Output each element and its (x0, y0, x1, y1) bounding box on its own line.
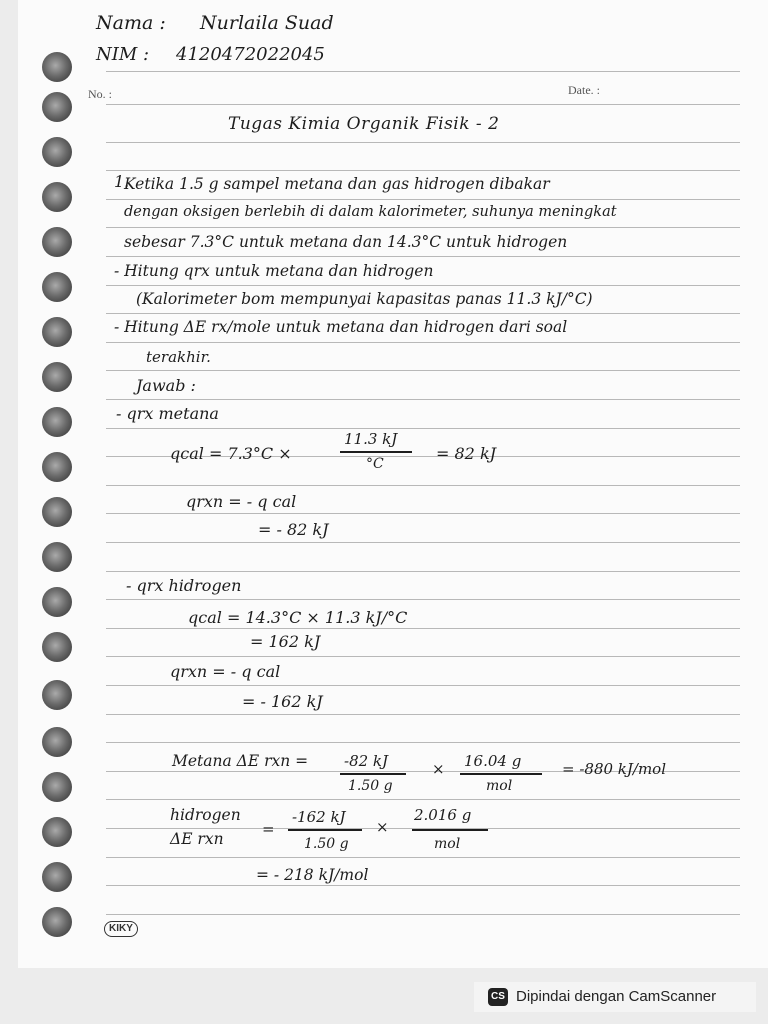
metana-qcal-numerator: 11.3 kJ (344, 430, 398, 448)
question-line: - Hitung ΔE rx/mole untuk metana dan hidrogen dari soal (114, 318, 568, 336)
ruled-line (106, 513, 740, 514)
fraction-bar (460, 773, 542, 775)
hidrogen-qcal-line1: qcal = 14.3°C × 11.3 kJ/°C (188, 608, 408, 627)
question-line: - Hitung qrx untuk metana dan hidrogen (114, 262, 434, 280)
question-line: dengan oksigen berlebih di dalam kalorimeter, suhunya meningkat (124, 204, 617, 220)
metana-qcal-lhs: qcal = 7.3°C × (170, 444, 292, 463)
ruled-line (106, 342, 740, 343)
camscanner-watermark (474, 982, 756, 1012)
ruled-line (106, 656, 740, 657)
ruled-line (106, 485, 740, 486)
nim-label: NIM : (96, 44, 150, 65)
spiral-ring (42, 817, 72, 847)
hidrogen-de-den1: 1.50 g (304, 836, 349, 852)
hidrogen-qrxn-line1: qrxn = - q cal (170, 662, 281, 681)
answer-heading: Jawab : (136, 376, 196, 395)
notebook-brand-logo: KIKY (104, 921, 138, 937)
metana-qrxn-line2: = - 82 kJ (258, 520, 329, 539)
ruled-line (106, 571, 740, 572)
fraction-bar (340, 773, 406, 775)
spiral-ring (42, 452, 72, 482)
name-value: Nurlaila Suad (200, 12, 334, 34)
hidrogen-de-label1: hidrogen (170, 806, 241, 824)
ruled-line (106, 742, 740, 743)
hidrogen-de-result: = - 218 kJ/mol (256, 866, 369, 884)
spiral-ring (42, 587, 72, 617)
hidrogen-de-label2: ΔE rxn (170, 830, 224, 848)
ruled-line (106, 599, 740, 600)
hidrogen-de-equals: = (262, 820, 275, 838)
ruled-line (106, 914, 740, 915)
spiral-ring (42, 862, 72, 892)
ruled-line (106, 399, 740, 400)
notebook-page (18, 0, 768, 968)
page-title: Tugas Kimia Organik Fisik - 2 (228, 114, 500, 134)
hidrogen-de-times: × (376, 818, 389, 836)
spiral-ring (42, 632, 72, 662)
camscanner-text: Dipindai dengan CamScanner (516, 988, 717, 1005)
spiral-ring (42, 362, 72, 392)
hidrogen-qrx-label: - qrx hidrogen (126, 576, 242, 595)
metana-de-den1: 1.50 g (348, 778, 393, 794)
metana-qcal-denominator: °C (366, 456, 384, 472)
metana-qrx-label: - qrx metana (116, 404, 219, 423)
spiral-ring (42, 317, 72, 347)
ruled-line (106, 170, 740, 171)
spiral-ring (42, 772, 72, 802)
ruled-line (106, 71, 740, 72)
spiral-ring (42, 680, 72, 710)
ruled-line (106, 714, 740, 715)
ruled-line (106, 313, 740, 314)
ruled-line (106, 142, 740, 143)
nim-value: 4120472022045 (176, 44, 325, 65)
hidrogen-de-den2: mol (434, 836, 461, 852)
spiral-ring (42, 407, 72, 437)
printed-date-label: Date. : (568, 83, 600, 97)
fraction-bar (412, 829, 488, 831)
hidrogen-de-num1: -162 kJ (292, 808, 346, 826)
ruled-line (106, 256, 740, 257)
metana-de-num1: -82 kJ (344, 752, 389, 770)
question-line: Ketika 1.5 g sampel metana dan gas hidrogen dibakar (124, 175, 550, 193)
ruled-line (106, 628, 740, 629)
ruled-line (106, 799, 740, 800)
ruled-line (106, 370, 740, 371)
spiral-ring (42, 497, 72, 527)
metana-qrxn-line1: qrxn = - q cal (186, 492, 297, 511)
printed-no-label: No. : (88, 87, 112, 101)
ruled-line (106, 542, 740, 543)
metana-de-times: × (432, 760, 445, 778)
question-line: sebesar 7.3°C untuk metana dan 14.3°C untuk hidrogen (124, 233, 568, 251)
ruled-line (106, 428, 740, 429)
spiral-ring (42, 52, 72, 82)
name-label: Nama : (96, 12, 166, 34)
spiral-ring (42, 907, 72, 937)
ruled-line (106, 227, 740, 228)
spiral-ring (42, 227, 72, 257)
spiral-ring (42, 92, 72, 122)
metana-de-label: Metana ΔE rxn = (172, 752, 309, 770)
ruled-line (106, 104, 740, 105)
question-number: 1. (114, 172, 130, 191)
question-line: (Kalorimeter bom mempunyai kapasitas panas 11.3 kJ/°C) (136, 290, 593, 308)
ruled-line (106, 885, 740, 886)
spiral-ring (42, 272, 72, 302)
ruled-line (106, 857, 740, 858)
ruled-line (106, 199, 740, 200)
question-line: terakhir. (146, 348, 211, 366)
hidrogen-qcal-line2: = 162 kJ (250, 632, 321, 651)
metana-de-num2: 16.04 g (464, 752, 522, 770)
ruled-line (106, 685, 740, 686)
spiral-ring (42, 727, 72, 757)
metana-de-den2: mol (486, 778, 513, 794)
ruled-line (106, 285, 740, 286)
fraction-bar (340, 451, 412, 453)
metana-qcal-result: = 82 kJ (436, 444, 497, 463)
hidrogen-de-num2: 2.016 g (414, 806, 472, 824)
metana-de-result: = -880 kJ/mol (562, 760, 667, 778)
camscanner-logo-icon: CS (488, 988, 508, 1006)
hidrogen-qrxn-line2: = - 162 kJ (242, 692, 323, 711)
spiral-ring (42, 137, 72, 167)
spiral-ring (42, 182, 72, 212)
spiral-ring (42, 542, 72, 572)
fraction-bar (288, 829, 362, 831)
